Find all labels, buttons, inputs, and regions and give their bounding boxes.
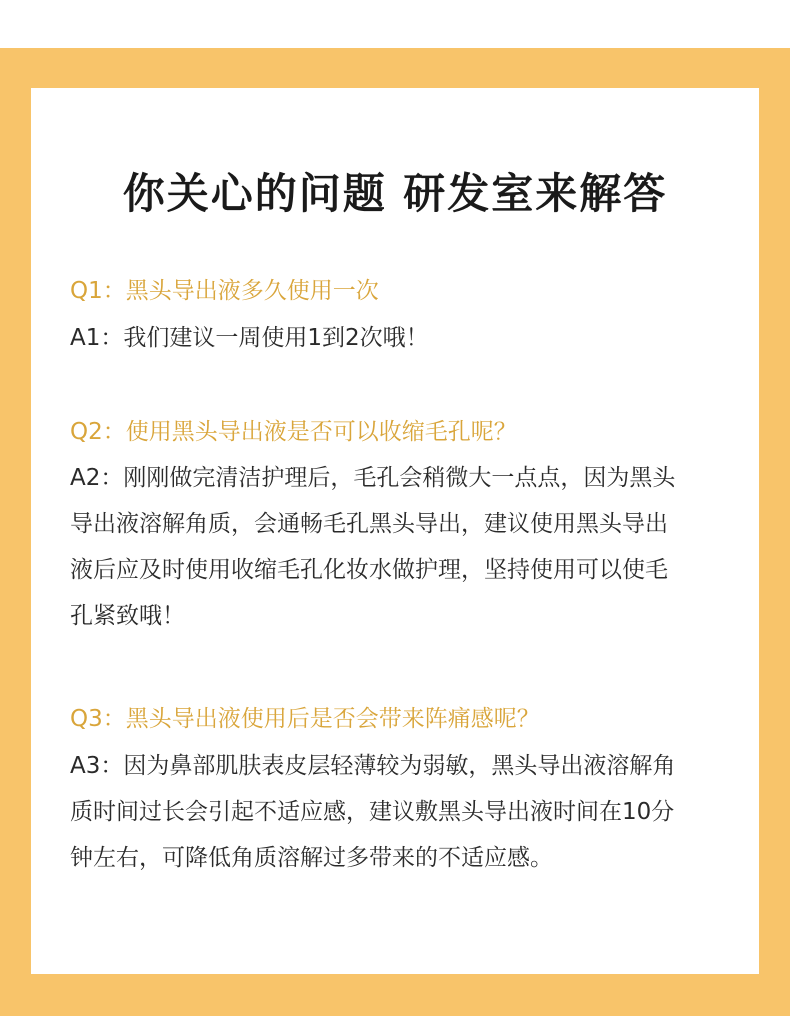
answer-3-line: 质时间过长会引起不适应感，建议敷黑头导出液时间在10分 <box>70 799 675 825</box>
answer-1-line: A1：我们建议一周使用1到2次哦！ <box>70 325 429 351</box>
answer-3-line: A3：因为鼻部肌肤表皮层轻薄较为弱敏，黑头导出液溶解角 <box>70 753 676 779</box>
question-3: Q3：黑头导出液使用后是否会带来阵痛感呢？ <box>70 706 540 732</box>
question-2: Q2：使用黑头导出液是否可以收缩毛孔呢？ <box>70 419 517 445</box>
answer-3 <box>70 743 750 881</box>
page-title: 你关心的问题 研发室来解答 <box>122 169 668 218</box>
answer-1 <box>70 315 750 361</box>
answer-2-line: 孔紧致哦！ <box>70 603 185 629</box>
answer-2-line: 导出液溶解角质，会通畅毛孔黑头导出，建议使用黑头导出 <box>70 511 668 537</box>
answer-2-line: 液后应及时使用收缩毛孔化妆水做护理，坚持使用可以使毛 <box>70 557 668 583</box>
answer-3-line: 钟左右，可降低角质溶解过多带来的不适应感。 <box>70 845 553 871</box>
answer-2-line: A2：刚刚做完清洁护理后，毛孔会稍微大一点点，因为黑头 <box>70 465 676 491</box>
question-1: Q1：黑头导出液多久使用一次 <box>70 278 379 304</box>
answer-2 <box>70 455 750 639</box>
